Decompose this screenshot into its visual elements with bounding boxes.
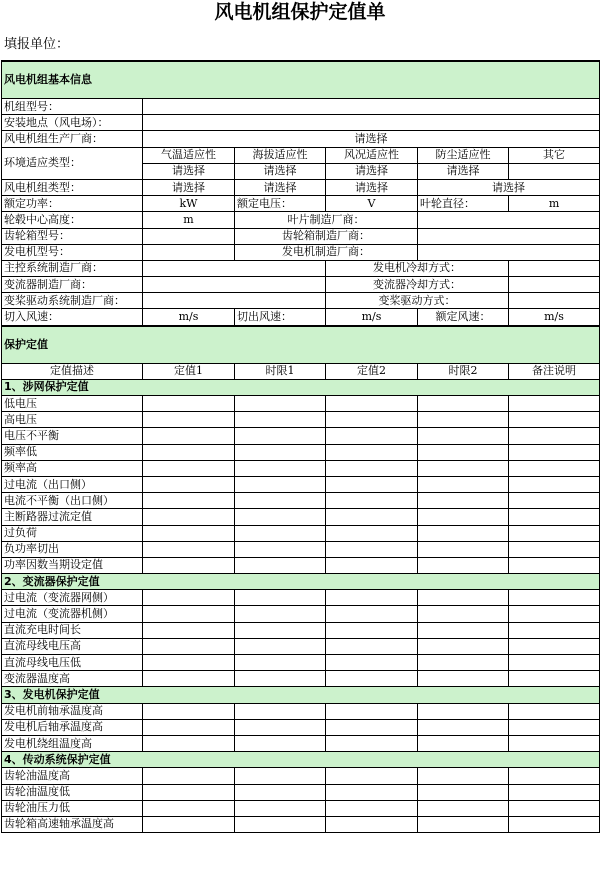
time1-input[interactable]	[235, 590, 326, 606]
cut-out-input[interactable]: m/s	[326, 309, 418, 326]
setting-description: 直流充电时间长	[2, 622, 143, 638]
setting-description: 过电流（变流器网侧）	[2, 590, 143, 606]
value1-input[interactable]	[143, 590, 235, 606]
remarks-input[interactable]	[509, 768, 600, 784]
remarks-input[interactable]	[509, 428, 600, 444]
time1-input[interactable]	[235, 816, 326, 832]
remarks-input[interactable]	[509, 541, 600, 557]
value1-input[interactable]	[143, 784, 235, 800]
time2-input[interactable]	[418, 622, 509, 638]
remarks-input[interactable]	[509, 493, 600, 509]
main-control-mfr-label: 主控系统制造厂商：	[2, 260, 143, 276]
time2-input[interactable]	[418, 590, 509, 606]
remarks-input[interactable]	[509, 444, 600, 460]
value1-input[interactable]	[143, 444, 235, 460]
section-header: 3、发电机保护定值	[2, 687, 600, 703]
time1-input[interactable]	[235, 800, 326, 816]
time1-input[interactable]	[235, 396, 326, 412]
time2-input[interactable]	[418, 784, 509, 800]
time2-input[interactable]	[418, 525, 509, 541]
env-altitude-select[interactable]: 请选择	[235, 163, 326, 179]
model-label: 机组型号：	[2, 99, 143, 115]
remarks-input[interactable]	[509, 396, 600, 412]
remarks-input[interactable]	[509, 719, 600, 735]
location-label: 安装地点（风电场）：	[2, 115, 143, 131]
env-option-wind: 风况适应性	[326, 147, 418, 163]
value2-input[interactable]	[326, 557, 418, 573]
time1-input[interactable]	[235, 428, 326, 444]
unit-type-select-1[interactable]: 请选择	[143, 179, 235, 195]
value2-input[interactable]	[326, 493, 418, 509]
setting-description: 低电压	[2, 396, 143, 412]
manufacturer-select[interactable]: 请选择	[143, 131, 600, 147]
time1-input[interactable]	[235, 476, 326, 492]
time2-input[interactable]	[418, 703, 509, 719]
table-row	[2, 703, 600, 719]
time1-input[interactable]	[235, 493, 326, 509]
rated-speed-label: 额定风速：	[418, 309, 509, 326]
value1-input[interactable]	[143, 493, 235, 509]
remarks-input[interactable]	[509, 606, 600, 622]
value2-input[interactable]	[326, 476, 418, 492]
rated-power-label: 额定功率：	[2, 196, 143, 212]
setting-description: 发电机绕组温度高	[2, 735, 143, 751]
remarks-input[interactable]	[509, 816, 600, 832]
cut-in-input[interactable]: m/s	[143, 309, 235, 326]
table-row	[2, 606, 600, 622]
time1-input[interactable]	[235, 735, 326, 751]
value1-input[interactable]	[143, 638, 235, 654]
table-row	[2, 671, 600, 687]
page-title: 风电机组保护定值单	[214, 1, 386, 23]
time1-input[interactable]	[235, 671, 326, 687]
time1-input[interactable]	[235, 655, 326, 671]
setting-description: 发电机后轴承温度高	[2, 719, 143, 735]
gearbox-mfr-input[interactable]	[418, 228, 600, 244]
gearbox-model-input[interactable]	[143, 228, 235, 244]
col-header-time2: 时限2	[418, 363, 509, 379]
pitch-mode-input[interactable]	[509, 293, 600, 309]
setting-description: 齿轮箱高速轴承温度高	[2, 816, 143, 832]
value2-input[interactable]	[326, 590, 418, 606]
value2-input[interactable]	[326, 703, 418, 719]
time2-input[interactable]	[418, 671, 509, 687]
env-option-other: 其它	[509, 147, 600, 163]
table-row	[2, 444, 600, 460]
value1-input[interactable]	[143, 768, 235, 784]
location-input[interactable]	[143, 115, 600, 131]
gearbox-mfr-label: 齿轮箱制造厂商：	[235, 228, 418, 244]
value2-input[interactable]	[326, 541, 418, 557]
col-header-remarks: 备注说明	[509, 363, 600, 379]
converter-mfr-input[interactable]	[143, 277, 326, 293]
value2-input[interactable]	[326, 655, 418, 671]
main-control-mfr-input[interactable]	[143, 260, 326, 276]
rated-power-input[interactable]: kW	[143, 196, 235, 212]
time2-input[interactable]	[418, 412, 509, 428]
env-other-input[interactable]	[509, 163, 600, 179]
value2-input[interactable]	[326, 784, 418, 800]
remarks-input[interactable]	[509, 735, 600, 751]
gen-cooling-label: 发电机冷却方式：	[326, 260, 509, 276]
value2-input[interactable]	[326, 800, 418, 816]
time2-input[interactable]	[418, 719, 509, 735]
generator-mfr-label: 发电机制造厂商：	[235, 244, 418, 260]
value1-input[interactable]	[143, 606, 235, 622]
manufacturer-label: 风电机组生产厂商：	[2, 131, 143, 147]
unit-type-select-2[interactable]: 请选择	[235, 179, 326, 195]
env-temp-select[interactable]: 请选择	[143, 163, 235, 179]
setting-description: 齿轮油压力低	[2, 800, 143, 816]
table-row	[2, 412, 600, 428]
rated-voltage-input[interactable]: V	[326, 196, 418, 212]
setting-description: 频率高	[2, 460, 143, 476]
table-row	[2, 784, 600, 800]
pitch-mode-label: 变桨驱动方式：	[326, 293, 509, 309]
pitch-mfr-label: 变桨驱动系统制造厂商：	[2, 293, 143, 309]
col-header-value1: 定值1	[143, 363, 235, 379]
col-header-value2: 定值2	[326, 363, 418, 379]
table-row	[2, 509, 600, 525]
value1-input[interactable]	[143, 541, 235, 557]
setting-description: 频率低	[2, 444, 143, 460]
unit-type-select-4[interactable]: 请选择	[418, 179, 600, 195]
time1-input[interactable]	[235, 703, 326, 719]
time2-input[interactable]	[418, 768, 509, 784]
value1-input[interactable]	[143, 671, 235, 687]
cut-out-label: 切出风速：	[235, 309, 326, 326]
generator-model-input[interactable]	[143, 244, 235, 260]
value2-input[interactable]	[326, 396, 418, 412]
value2-input[interactable]	[326, 638, 418, 654]
table-row	[2, 800, 600, 816]
value2-input[interactable]	[326, 816, 418, 832]
time1-input[interactable]	[235, 557, 326, 573]
value2-input[interactable]	[326, 768, 418, 784]
rated-voltage-label: 额定电压：	[235, 196, 326, 212]
value2-input[interactable]	[326, 509, 418, 525]
table-row	[2, 816, 600, 832]
time2-input[interactable]	[418, 557, 509, 573]
cut-in-label: 切入风速：	[2, 309, 143, 326]
converter-cooling-input[interactable]	[509, 277, 600, 293]
setting-description: 电压不平衡	[2, 428, 143, 444]
value2-input[interactable]	[326, 622, 418, 638]
setting-description: 齿轮油温度高	[2, 768, 143, 784]
table-row	[2, 476, 600, 492]
table-row	[2, 590, 600, 606]
setting-description: 高电压	[2, 412, 143, 428]
settings-table	[1, 60, 600, 833]
value2-input[interactable]	[326, 606, 418, 622]
gearbox-model-label: 齿轮箱型号：	[2, 228, 143, 244]
time1-input[interactable]	[235, 638, 326, 654]
env-option-dust: 防尘适应性	[418, 147, 509, 163]
remarks-input[interactable]	[509, 622, 600, 638]
table-row	[2, 557, 600, 573]
unit-type-select-3[interactable]: 请选择	[326, 179, 418, 195]
remarks-input[interactable]	[509, 509, 600, 525]
value2-input[interactable]	[326, 671, 418, 687]
section-header: 4、传动系统保护定值	[2, 752, 600, 768]
remarks-input[interactable]	[509, 525, 600, 541]
fill-unit-label: 填报单位：	[4, 37, 70, 52]
value2-input[interactable]	[326, 525, 418, 541]
table-row	[2, 622, 600, 638]
value2-input[interactable]	[326, 460, 418, 476]
table-row	[2, 493, 600, 509]
time1-input[interactable]	[235, 412, 326, 428]
time2-input[interactable]	[418, 638, 509, 654]
time2-input[interactable]	[418, 428, 509, 444]
model-input[interactable]	[143, 99, 600, 115]
table-row	[2, 525, 600, 541]
table-row	[2, 719, 600, 735]
setting-description: 主断路器过流定值	[2, 509, 143, 525]
setting-description: 变流器温度高	[2, 671, 143, 687]
hub-height-label: 轮毂中心高度：	[2, 212, 143, 228]
rotor-diameter-input[interactable]: m	[509, 196, 600, 212]
remarks-input[interactable]	[509, 784, 600, 800]
value2-input[interactable]	[326, 735, 418, 751]
time1-input[interactable]	[235, 444, 326, 460]
remarks-input[interactable]	[509, 638, 600, 654]
section-header: 1、涉网保护定值	[2, 379, 600, 395]
table-row	[2, 460, 600, 476]
table-row	[2, 396, 600, 412]
time1-input[interactable]	[235, 541, 326, 557]
value2-input[interactable]	[326, 719, 418, 735]
time2-input[interactable]	[418, 476, 509, 492]
remarks-input[interactable]	[509, 800, 600, 816]
time2-input[interactable]	[418, 541, 509, 557]
remarks-input[interactable]	[509, 412, 600, 428]
value1-input[interactable]	[143, 719, 235, 735]
value1-input[interactable]	[143, 557, 235, 573]
blade-mfr-label: 叶片制造厂商：	[235, 212, 418, 228]
table-row	[2, 768, 600, 784]
value1-input[interactable]	[143, 509, 235, 525]
value1-input[interactable]	[143, 525, 235, 541]
protection-heading: 保护定值	[2, 326, 600, 364]
generator-mfr-input[interactable]	[418, 244, 600, 260]
value1-input[interactable]	[143, 476, 235, 492]
time2-input[interactable]	[418, 655, 509, 671]
value2-input[interactable]	[326, 428, 418, 444]
setting-description: 功率因数当期设定值	[2, 557, 143, 573]
setting-description: 负功率切出	[2, 541, 143, 557]
setting-description: 过电流（变流器机侧）	[2, 606, 143, 622]
time2-input[interactable]	[418, 606, 509, 622]
value1-input[interactable]	[143, 412, 235, 428]
basic-info-heading: 风电机组基本信息	[2, 61, 600, 99]
time2-input[interactable]	[418, 460, 509, 476]
value1-input[interactable]	[143, 655, 235, 671]
time2-input[interactable]	[418, 493, 509, 509]
value1-input[interactable]	[143, 735, 235, 751]
value1-input[interactable]	[143, 816, 235, 832]
table-row	[2, 735, 600, 751]
remarks-input[interactable]	[509, 476, 600, 492]
rated-speed-input[interactable]: m/s	[509, 309, 600, 326]
remarks-input[interactable]	[509, 460, 600, 476]
value1-input[interactable]	[143, 460, 235, 476]
setting-description: 过负荷	[2, 525, 143, 541]
section-header: 2、变流器保护定值	[2, 574, 600, 590]
converter-mfr-label: 变流器制造厂商：	[2, 277, 143, 293]
env-type-label: 环境适应类型：	[2, 147, 143, 179]
time1-input[interactable]	[235, 460, 326, 476]
setting-description: 齿轮油温度低	[2, 784, 143, 800]
value1-input[interactable]	[143, 800, 235, 816]
table-row	[2, 428, 600, 444]
remarks-input[interactable]	[509, 671, 600, 687]
hub-height-input[interactable]: m	[143, 212, 235, 228]
time2-input[interactable]	[418, 800, 509, 816]
blade-mfr-input[interactable]	[418, 212, 600, 228]
remarks-input[interactable]	[509, 557, 600, 573]
table-row	[2, 541, 600, 557]
env-wind-select[interactable]: 请选择	[326, 163, 418, 179]
setting-description: 直流母线电压低	[2, 655, 143, 671]
env-option-temp: 气温适应性	[143, 147, 235, 163]
time2-input[interactable]	[418, 396, 509, 412]
time1-input[interactable]	[235, 509, 326, 525]
time1-input[interactable]	[235, 784, 326, 800]
env-dust-select[interactable]: 请选择	[418, 163, 509, 179]
setting-description: 过电流（出口侧）	[2, 476, 143, 492]
value2-input[interactable]	[326, 412, 418, 428]
time2-input[interactable]	[418, 444, 509, 460]
time1-input[interactable]	[235, 719, 326, 735]
table-row	[2, 655, 600, 671]
value1-input[interactable]	[143, 396, 235, 412]
value1-input[interactable]	[143, 703, 235, 719]
remarks-input[interactable]	[509, 703, 600, 719]
time1-input[interactable]	[235, 525, 326, 541]
table-row	[2, 638, 600, 654]
remarks-input[interactable]	[509, 655, 600, 671]
setting-description: 直流母线电压高	[2, 638, 143, 654]
value1-input[interactable]	[143, 428, 235, 444]
rotor-diameter-label: 叶轮直径：	[418, 196, 509, 212]
value2-input[interactable]	[326, 444, 418, 460]
unit-type-label: 风电机组类型：	[2, 179, 143, 195]
time1-input[interactable]	[235, 768, 326, 784]
time2-input[interactable]	[418, 735, 509, 751]
gen-cooling-input[interactable]	[509, 260, 600, 276]
remarks-input[interactable]	[509, 590, 600, 606]
generator-model-label: 发电机型号：	[2, 244, 143, 260]
pitch-mfr-input[interactable]	[143, 293, 326, 309]
setting-description: 发电机前轴承温度高	[2, 703, 143, 719]
time2-input[interactable]	[418, 509, 509, 525]
value1-input[interactable]	[143, 622, 235, 638]
env-option-altitude: 海拔适应性	[235, 147, 326, 163]
time1-input[interactable]	[235, 622, 326, 638]
time1-input[interactable]	[235, 606, 326, 622]
setting-description: 电流不平衡（出口侧）	[2, 493, 143, 509]
col-header-time1: 时限1	[235, 363, 326, 379]
converter-cooling-label: 变流器冷却方式：	[326, 277, 509, 293]
time2-input[interactable]	[418, 816, 509, 832]
col-header-description: 定值描述	[2, 363, 143, 379]
